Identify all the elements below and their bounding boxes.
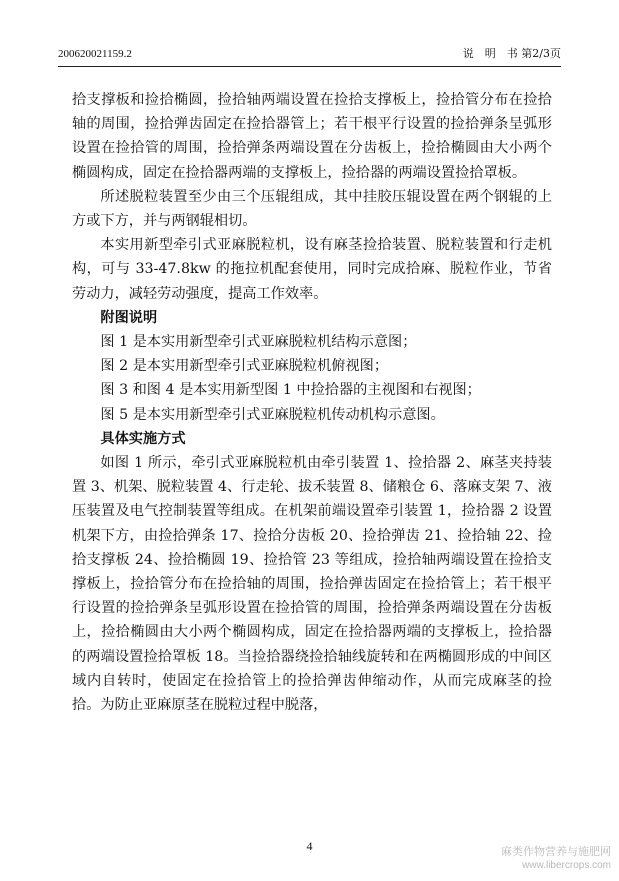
- page-info: 第2/3页: [521, 47, 561, 60]
- figure-caption-line: 图 2 是本实用新型牵引式亚麻脱粒机俯视图；: [100, 358, 389, 375]
- watermark-site-name: 麻类作物营养与施肥网: [501, 845, 611, 858]
- watermark-site-url: www.libercrops.com: [522, 860, 611, 871]
- paragraph: 本实用新型牵引式亚麻脱粒机，设有麻茎捡拾装置、脱粒装置和行走机构，可与 33-47.8kw 的拖拉机配套使用，同时完成拾麻、脱粒作业，节省劳动力，减轻劳动强度，提高工作效率。: [72, 237, 552, 302]
- header-right: [463, 46, 561, 62]
- document-number: 200620021159.2: [58, 48, 132, 60]
- watermark: [501, 845, 611, 873]
- paragraph: 如图 1 所示，牵引式亚麻脱粒机由牵引装置 1、捡拾器 2、麻茎夹持装置 3、机架、脱粒装置 4、行走轮、拔禾装置 8、储粮仓 6、落麻支架 7、液压装置及电气控制装置等组成。在机架前端设置牵引装置 1，捡拾器 2 设置机架下方，由捡拾弹条 17、捡拾分齿板 20、捡拾弹齿 21、捡拾轴 22、捡拾支撑板 24、捡拾椭圆 19、捡拾管 23 等组成，捡拾轴两端设置在捡拾支撑板上，捡拾管分布在捡拾轴的周围，捡拾弹齿固定在捡拾管上；若干根平行设置的捡拾弹条呈弧形设置在捡拾管的周围，捡拾弹条两端设置在分齿板上，捡拾椭圆由大小两个椭圆构成，固定在捡拾器两端的支撑板上，捡拾器的两端设置捡拾罩板 18。当捡拾器绕捡拾轴线旋转和在两椭圆形成的中间区域内自转时，使固定在捡拾管上的捡拾弹齿伸缩动作，从而完成麻茎的捡拾。为防止亚麻原茎在脱粒过程中脱落，: [72, 455, 552, 714]
- page-number: 4: [306, 839, 313, 853]
- figure-caption-line: 图 5 是本实用新型牵引式亚麻脱粒机传动机构示意图。: [100, 406, 445, 423]
- page-header: [58, 46, 561, 62]
- paragraph: 所述脱粒装置至少由三个压辊组成，其中挂胶压辊设置在两个钢辊的上方或下方，并与两钢辊相切。: [72, 188, 552, 230]
- section-heading: 附图说明: [100, 309, 158, 326]
- figure-caption-line: 图 1 是本实用新型牵引式亚麻脱粒机结构示意图；: [100, 334, 417, 351]
- paragraph: 拾支撑板和捡拾椭圆，捡拾轴两端设置在捡拾支撑板上，捡拾管分布在捡拾轴的周围，捡拾弹齿固定在捡拾器管上；若干根平行设置的捡拾弹条呈弧形设置在捡拾管的周围，捡拾弹条两端设置在分齿板上，捡拾椭圆由大小两个椭圆构成，固定在捡拾器两端的支撑板上，捡拾器的两端设置捡拾罩板。: [72, 92, 552, 181]
- header-rule: [58, 66, 561, 67]
- document-body: [72, 88, 552, 717]
- section-heading: 具体实施方式: [100, 430, 186, 447]
- document-type: 说 明 书: [462, 47, 518, 60]
- figure-caption-line: 图 3 和图 4 是本实用新型图 1 中捡拾器的主视图和右视图；: [100, 382, 481, 399]
